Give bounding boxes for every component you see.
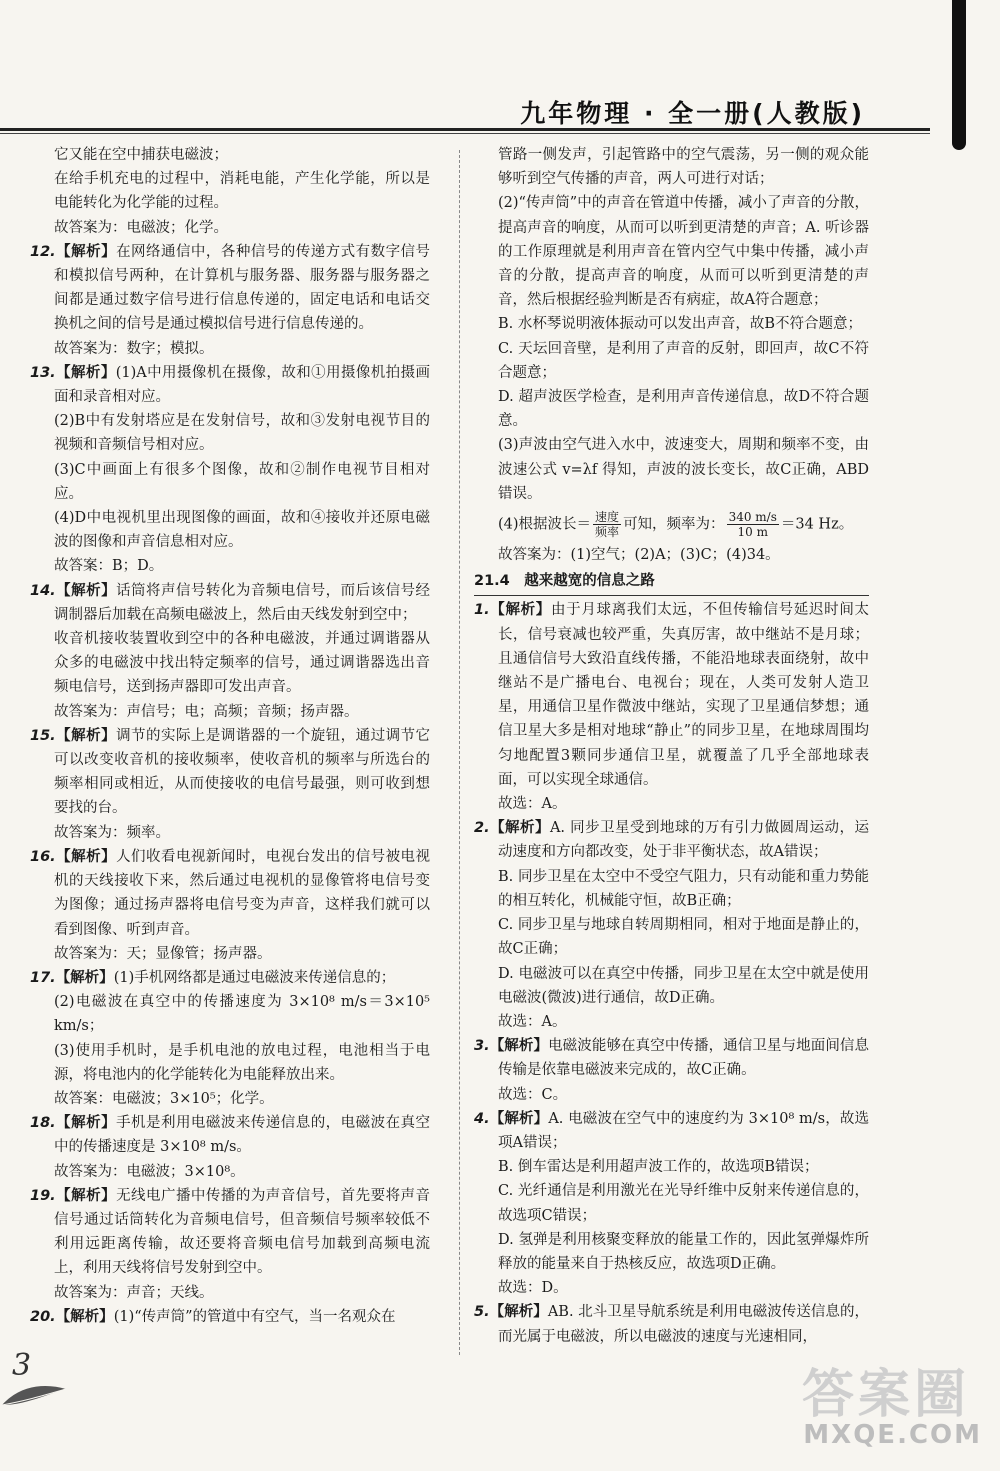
question-number: 15. [30, 727, 56, 744]
answer-text: B. 倒车雷达是利用超声波工作的，故选项B错误； [498, 1159, 819, 1176]
answer-paragraph [30, 143, 430, 167]
answer-paragraph [30, 216, 430, 240]
answer-text: 故答案为：电磁波；化学。 [54, 219, 228, 236]
answer-paragraph [474, 1276, 869, 1300]
analysis-tag: 【解析】 [55, 1307, 114, 1325]
answer-paragraph [474, 913, 869, 961]
answer-text: 它又能在空中捕获电磁波； [54, 147, 228, 163]
answer-paragraph [30, 506, 430, 554]
answer-paragraph [474, 792, 869, 816]
answer-text: (4)D中电视机里出现图像的画面，故和④接收并还原电磁波的图像和声音信息相对应。 [54, 510, 430, 551]
watermark-url: MXQE.COM [803, 1420, 982, 1450]
question-number: 16. [30, 848, 56, 865]
answer-paragraph [474, 1010, 869, 1034]
answer-item [30, 966, 430, 990]
answer-text: 故答案为：频率。 [54, 824, 170, 841]
answer-text: 调节的实际上是调谐器的一个旋钮，通过调节它可以改变收音机的接收频率，使收音机的频率与所选台的频率相同或相近，从而使接收的电信号最强，则可收到想要找的台。 [54, 727, 431, 817]
answer-item [30, 724, 430, 821]
header-rule-thin [0, 133, 930, 134]
answer-paragraph [30, 167, 430, 215]
question-number: 14. [30, 582, 56, 599]
answer-text: 故答案为：数字；模拟。 [54, 340, 214, 357]
answer-text: 故选：D。 [498, 1280, 568, 1297]
page-edge-bar [952, 0, 966, 150]
answer-text: A. 电磁波在空气中的速度约为 3×10⁸ m/s，故选项A错误； [498, 1110, 870, 1151]
answer-paragraph [474, 433, 869, 506]
answer-item [30, 1305, 430, 1329]
answer-text: (2)“传声筒”中的声音在管道中传播，减小了声音的分散，提高声音的响度，从而可以听到更清楚的声音；A. 听诊器的工作原理就是利用声音在管内空气中集中传播，减小声音的分散，提高声音的响度，从而可以听到更清楚的声音，然后根据经验判断是否有病症，故A符合题意； [498, 195, 869, 309]
answer-paragraph [474, 1228, 869, 1276]
answer-text: (2)B中有发射塔应是在发射信号，故和③发射电视节目的视频和音频信号相对应。 [54, 413, 430, 454]
answer-text: A. 同步卫星受到地球的万有引力做圆周运动，运动速度和方向都改变，处于非平衡状态，故A错误； [498, 820, 869, 861]
question-number: 5. [474, 1304, 490, 1321]
question-number: 4. [474, 1110, 490, 1127]
answer-paragraph [474, 143, 869, 191]
question-number: 13. [30, 364, 56, 381]
answer-text: D. 氢弹是利用核聚变释放的能量工作的，因此氢弹爆炸所释放的能量来自于热核反应，故选项D正确。 [498, 1231, 869, 1272]
answer-text: (2)电磁波在真空中的传播速度为 3×10⁸ m/s＝3×10⁵ km/s； [54, 994, 430, 1035]
answer-text: 收音机接收装置收到空中的各种电磁波，并通过调谐器从众多的电磁波中找出特定频率的信号，通过调谐器选出音频电信号，送到扬声器即可发出声音。 [54, 631, 430, 696]
right-column-part-a [474, 143, 869, 506]
answer-text: 手机是利用电磁波来传递信息的，电磁波在真空中的传播速度是 3×10⁸ m/s。 [54, 1115, 431, 1156]
answer-text: 话筒将声信号转化为音频电信号，而后该信号经调制器后加载在高频电磁波上，然后由天线发射到空中； [54, 582, 431, 623]
analysis-tag: 【解析】 [489, 601, 551, 619]
question-number: 12. [30, 243, 56, 260]
answer-item [474, 1034, 869, 1082]
right-column-part-c [474, 598, 869, 1348]
answer-item [474, 598, 869, 792]
analysis-tag: 【解析】 [55, 1186, 117, 1204]
answer-paragraph [30, 554, 430, 578]
answer-text: 管路一侧发声，引起管路中的空气震荡，另一侧的观众能够听到空气传播的声音，两人可进行对话； [498, 147, 869, 188]
formula-line: (4)根据波长＝ $\frac{\text{速度}}{\text{频率}}$ 可知，频率为： $\frac{340 m/s}{10 m}$ ＝34 Hz。 [498, 510, 854, 540]
answer-item [30, 579, 430, 627]
answer-text: C. 同步卫星与地球自转周期相同，相对于地面是静止的，故C正确； [498, 917, 869, 958]
question-number: 19. [30, 1187, 56, 1204]
analysis-tag: 【解析】 [55, 1114, 117, 1132]
fraction-speed-frequency: $\frac{\text{速度}}{\text{频率}}$ [595, 510, 620, 540]
answer-paragraph [474, 312, 869, 336]
answer-text: 人们收看电视新闻时，电视台发出的信号被电视机的天线接收下来，然后通过电视机的显像管将电信号变为图像；通过扬声器将电信号变为声音，这样我们就可以看到图像、听到声音。 [54, 848, 431, 938]
answer-text: 由于月球离我们太远，不但传输信号延迟时间太长，信号衰减也较严重，失真厉害，故中继站不是月球；且通信信号大致沿直线传播，不能沿地球表面绕射，故中继站不是广播电台、电视台；现在，人类可发射人造卫星，用通信卫星作微波中继站，实现了卫星通信梦想；通信卫星大多是相对地球“静止”的同步卫星，在地球周围均匀地配置3颗同步通信卫星，就覆盖了几乎全部地球表面，可以实现全球通信。 [498, 602, 870, 788]
answer-item [30, 361, 430, 409]
question-number: 20. [30, 1308, 56, 1325]
answer-text: 故选：C。 [498, 1086, 568, 1103]
answer-paragraph [30, 458, 430, 506]
answer-item [30, 240, 430, 337]
answer-text: (3)C中画面上有很多个图像，故和②制作电视节目相对应。 [54, 461, 430, 502]
answer-paragraph [30, 700, 430, 724]
answer-paragraph [30, 337, 430, 361]
page-header [0, 0, 1000, 130]
answer-paragraph [474, 385, 869, 433]
answer-text: 故答案为：(1)空气；(2)A；(3)C；(4)34。 [498, 547, 780, 564]
answer-text: B. 水杯琴说明液体振动可以发出声音，故B不符合题意； [498, 316, 863, 333]
answer-text: 故答案：B；D。 [54, 558, 164, 575]
section-title: 21.4 越来越宽的信息之路 [474, 567, 869, 596]
answer-paragraph [30, 627, 430, 700]
answer-paragraph [30, 990, 430, 1038]
page-number: 3 [12, 1348, 32, 1383]
analysis-tag: 【解析】 [55, 847, 117, 865]
answer-text: 电磁波能够在真空中传播，通信卫星与地面间信息传输是依靠电磁波来完成的，故C正确。 [498, 1038, 870, 1079]
answer-item [30, 845, 430, 942]
analysis-tag: 【解析】 [489, 1303, 548, 1321]
header-rule [0, 128, 930, 131]
analysis-tag: 【解析】 [489, 1109, 549, 1127]
answer-text: 无线电广播中传播的为声音信号，首先要将声音信号通过话筒转化为音频电信号，但音频信号频率较低不利用远距离传输，故还要将音频电信号加载到高频电流上，利用天线将信号发射到空中。 [54, 1187, 431, 1277]
answer-text: C. 光纤通信是利用激光在光导纤维中反射来传递信息的，故选项C错误； [498, 1183, 869, 1224]
answer-item [474, 1107, 869, 1155]
analysis-tag: 【解析】 [55, 581, 117, 599]
answer-paragraph [474, 962, 869, 1010]
answer-paragraph [30, 1039, 430, 1087]
question-number: 1. [474, 602, 490, 619]
answer-text: (1)“传声筒”的管道中有空气，当一名观众在 [113, 1308, 396, 1325]
answer-item [30, 1184, 430, 1281]
answer-paragraph [474, 191, 869, 312]
answer-paragraph [30, 942, 430, 966]
answer-item [474, 816, 869, 864]
analysis-tag: 【解析】 [489, 1037, 549, 1055]
answer-paragraph [30, 1281, 430, 1305]
answer-text: D. 超声波医学检查，是利用声音传递信息，故D不符合题意。 [498, 389, 869, 430]
answer-text: (3)声波由空气进入水中，波速变大，周期和频率不变，由波速公式 v=λf 得知，声波的波长变长，故C正确，ABD错误。 [498, 437, 869, 502]
answer-text: 故选：A。 [498, 796, 567, 813]
answer-text: 故选：A。 [498, 1013, 567, 1030]
answer-text: 故答案：电磁波；3×10⁵；化学。 [54, 1090, 274, 1107]
answer-text: AB. 北斗卫星导航系统是利用电磁波传送信息的，而光属于电磁波，所以电磁波的速度与光速相同， [498, 1304, 870, 1345]
left-column [30, 143, 430, 1329]
answer-paragraph [474, 1083, 869, 1107]
question-number: 3. [474, 1038, 490, 1055]
answer-paragraph [30, 1087, 430, 1111]
answer-text: B. 同步卫星在太空中不受空气阻力，只有动能和重力势能的相互转化，机械能守恒，故B正确； [498, 868, 869, 909]
answer-text: C. 天坛回音壁，是利用了声音的反射，即回声，故C不符合题意； [498, 340, 869, 381]
answer-paragraph [474, 1155, 869, 1179]
answer-text: 故答案为：电磁波；3×10⁸。 [54, 1163, 245, 1180]
analysis-tag: 【解析】 [55, 726, 117, 744]
answer-paragraph [474, 337, 869, 385]
answer-text: 在给手机充电的过程中，消耗电能，产生化学能，所以是电能转化为化学能的过程。 [54, 171, 430, 212]
answer-text: 故答案为：声信号；电；高频；音频；扬声器。 [54, 703, 359, 720]
answer-text: D. 电磁波可以在真空中传播，同步卫星在太空中就是使用电磁波(微波)进行通信，故D正确。 [498, 965, 869, 1006]
right-column [474, 143, 869, 1349]
answer-text: 故答案为：天；显像管；扬声器。 [54, 945, 272, 962]
answer-item [474, 1300, 869, 1348]
answer-paragraph [474, 543, 869, 567]
answer-text: 在网络通信中，各种信号的传递方式有数字信号和模拟信号两种，在计算机与服务器、服务器与服务器之间都是通过数字信号进行信息传递的，固定电话和电话交换机之间的信号是通过模拟信号进行信息传递的。 [54, 243, 431, 333]
analysis-tag: 【解析】 [55, 968, 114, 986]
watermark-logo: 答案圈 [801, 1365, 970, 1425]
analysis-tag: 【解析】 [489, 819, 550, 837]
analysis-tag: 【解析】 [55, 363, 116, 381]
leaf-ornament-icon [0, 1375, 70, 1415]
question-number: 17. [30, 969, 56, 986]
question-number: 2. [474, 820, 490, 837]
column-divider [459, 150, 460, 1355]
answer-paragraph [474, 1179, 869, 1227]
answer-text: (3)使用手机时，是手机电池的放电过程，电池相当于电源，将电池内的化学能转化为电能释放出来。 [54, 1042, 430, 1083]
answer-text: 故答案为：声音；天线。 [54, 1284, 214, 1301]
answer-paragraph [474, 865, 869, 913]
analysis-tag: 【解析】 [55, 242, 117, 260]
answer-item [30, 1111, 430, 1159]
fraction-values: $\frac{340 m/s}{10 m}$ [728, 510, 777, 540]
answer-paragraph [30, 409, 430, 457]
book-title: 九年物理 · 全一册(人教版) [520, 99, 865, 128]
answer-paragraph [30, 821, 430, 845]
answer-text: (1)A中用摄像机在摄像，故和①用摄像机拍摄画面和录音相对应。 [54, 364, 430, 406]
question-number: 18. [30, 1115, 56, 1132]
answer-text: (1)手机网络都是通过电磁波来传递信息的； [113, 969, 396, 986]
answer-paragraph [30, 1160, 430, 1184]
right-column-part-b [474, 543, 869, 567]
